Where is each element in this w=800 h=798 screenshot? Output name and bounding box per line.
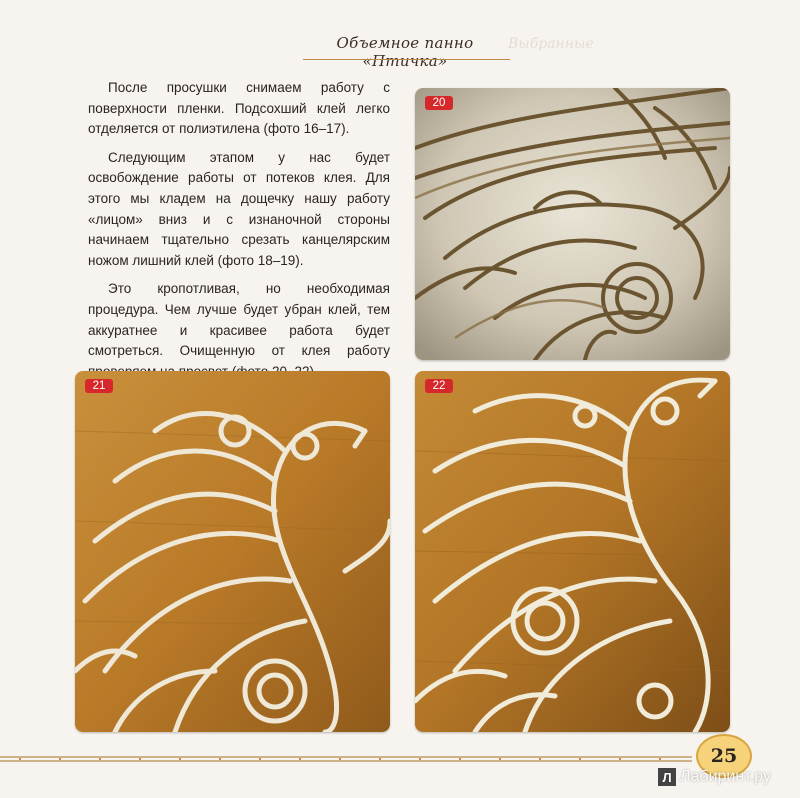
photo-20-image [415, 88, 730, 360]
watermark [658, 768, 771, 786]
page-title: Объемное панно «Птичка» [336, 34, 474, 70]
photo-21-image [75, 371, 390, 732]
watermark-logo: Л [658, 768, 676, 786]
footer-ornament [0, 754, 692, 764]
photo-22-number: 22 [425, 379, 453, 393]
photo-20-number: 20 [425, 96, 453, 110]
paragraph: Это кропотливая, но необходимая процедура. Чем лучше будет убран клей, тем аккуратнее и красивее работа будет смотреться. Очищенную от клея работу [88, 281, 390, 359]
bleed-through-text: Выбранные [508, 36, 594, 52]
page-number: 25 [696, 734, 752, 778]
paragraph: После просушки снимаем работу с поверхности пленки. Подсохший клей легко отделяется от полиэтилена (фото 16–17). [88, 80, 390, 137]
photo-21 [75, 371, 390, 732]
body-text [88, 78, 390, 390]
photo-20 [415, 88, 730, 360]
watermark-text: Лабиринт.ру [680, 768, 771, 785]
photo-22 [415, 371, 730, 732]
photo-21-number: 21 [85, 379, 113, 393]
photo-22-image [415, 371, 730, 732]
header-underline [303, 59, 510, 60]
paragraph: Следующим этапом у нас будет освобождение работы от потеков клея. Для этого мы кладем на дощечку нашу работу «лицом» вниз и с изнаночной стороны начинаем тщательно срезать канцелярским ножом лишний клей (фото 18–19). [88, 149, 390, 268]
